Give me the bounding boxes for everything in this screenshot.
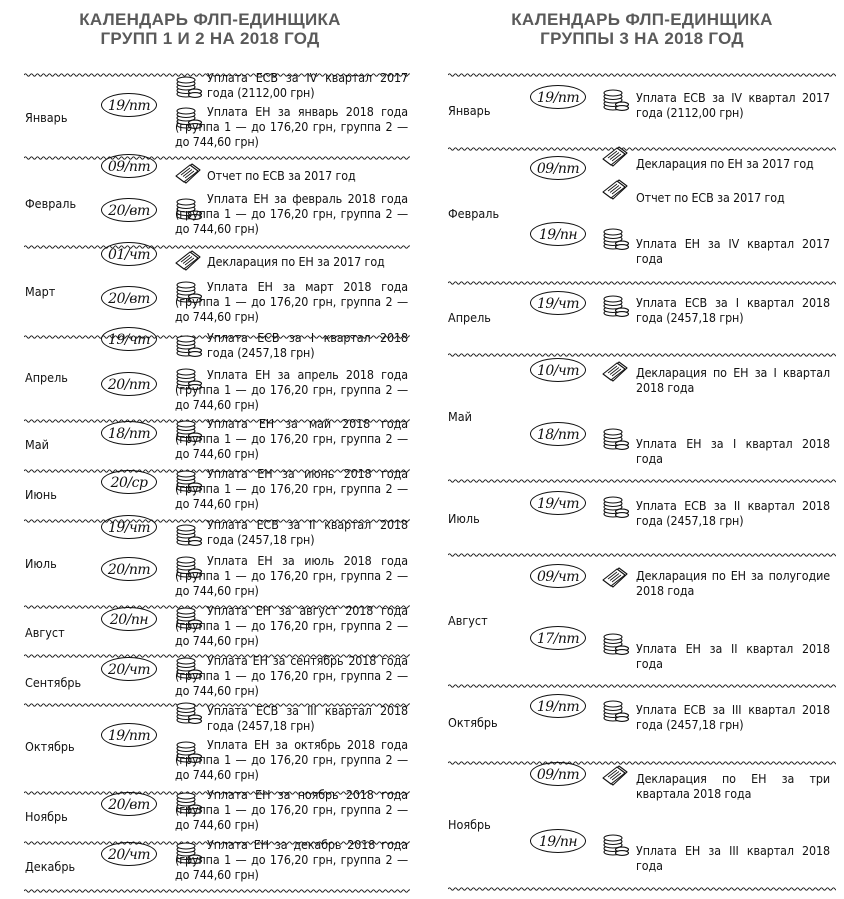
due-date-badge: 09/пт [101,154,157,178]
due-date-badge: 10/чт [530,358,586,382]
payment-entry-text: Уплата ЕН за июль 2018 года (группа 1 — до 176,20 грн, группа 2 — до 744,60 грн) [175,553,408,598]
payment-entry-text: Уплата ЕН за январь 2018 года (группа 1 — до 176,20 грн, группа 2 — до 744,60 грн) [175,104,408,149]
due-date-badge: 17/пт [530,626,586,650]
month-name: Июль [25,556,57,571]
coins-icon [175,523,203,547]
wavy-divider [448,352,836,358]
payment-entry-text: Уплата ЕН за февраль 2018 года (группа 1 — до 176,20 грн, группа 2 — до 744,60 грн) [175,191,408,236]
payment-entry-text: Уплата ЕН за декабрь 2018 года (группа 1 — до 176,20 грн, группа 2 — до 744,60 грн) [175,837,408,882]
payment-entry-text: Уплата ЕСВ за IV квартал 2017 года (2112,00 грн) [636,90,830,120]
coins-icon [602,294,630,318]
due-date-badge: 20/пн [101,607,157,631]
payment-entry-text: Отчет по ЕСВ за 2017 год [636,190,785,205]
payment-entry-text: Уплата ЕСВ за I квартал 2018 года (2457,18 грн) [207,330,408,360]
wavy-divider [448,886,836,892]
payment-entry-text: Уплата ЕН за III квартал 2018 года [636,843,830,873]
due-date-badge: 19/пт [101,93,157,117]
due-date-badge: 18/пт [530,422,586,446]
month-name: Август [448,613,488,628]
left-title-line2: ГРУПП 1 И 2 НА 2018 ГОД [100,29,320,48]
payment-entry-text: Уплата ЕН за IV квартал 2017 года [636,236,830,266]
wavy-divider [24,888,410,894]
payment-entry-text: Уплата ЕН за II квартал 2018 года [636,641,830,671]
payment-entry-text: Декларация по ЕН за полугодие 2018 года [636,568,830,598]
due-date-badge: 19/чт [530,291,586,315]
due-date-badge: 20/вт [101,198,157,222]
payment-entry-text: Уплата ЕН за ноябрь 2018 года (группа 1 — до 176,20 грн, группа 2 — до 744,60 грн) [175,787,408,832]
payment-entry-text: Декларация по ЕН за 2017 год [207,254,385,269]
coins-icon [602,227,630,251]
left-title [0,10,420,48]
payment-entry-text: Уплата ЕСВ за IV квартал 2017 года (2112,00 грн) [207,70,408,100]
coins-icon [175,75,203,99]
wavy-divider [448,760,836,766]
wavy-divider [24,155,410,161]
month-name: Февраль [25,196,77,211]
month-name: Апрель [448,310,491,325]
payment-entry-text: Уплата ЕСВ за II квартал 2018 года (2457,18 грн) [207,517,408,547]
due-date-badge: 20/вт [101,792,157,816]
wavy-divider [448,146,836,152]
month-name: Май [448,409,472,424]
payment-entry-text: Декларация по ЕН за 2017 год [636,156,814,171]
payment-entry-text: Уплата ЕН за октябрь 2018 года (группа 1 — до 176,20 грн, группа 2 — до 744,60 грн) [175,737,408,782]
coins-icon [602,699,630,723]
due-date-badge: 20/чт [101,657,157,681]
payment-entry-text: Уплата ЕН за август 2018 года (группа 1 — до 176,20 грн, группа 2 — до 744,60 грн) [175,603,408,648]
payment-entry-text: Уплата ЕН за май 2018 года (группа 1 — до 176,20 грн, группа 2 — до 744,60 грн) [175,416,408,461]
payment-entry-text: Уплата ЕН за июнь 2018 года (группа 1 — до 176,20 грн, группа 2 — до 744,60 грн) [175,466,408,511]
coins-icon [602,88,630,112]
payment-entry-text: Отчет по ЕСВ за 2017 год [207,168,356,183]
month-name: Ноябрь [448,817,491,832]
month-name: Декабрь [25,859,76,874]
due-date-badge: 20/пт [101,372,157,396]
due-date-badge: 19/чт [101,515,157,539]
due-date-badge: 20/вт [101,286,157,310]
month-name: Май [25,437,49,452]
document-icon [602,763,630,787]
payment-entry-text: Уплата ЕСВ за III квартал 2018 года (2457,18 грн) [636,702,830,732]
due-date-badge: 20/ср [101,470,157,494]
due-date-badge: 20/чт [101,842,157,866]
wavy-divider [24,244,410,250]
document-icon [602,565,630,589]
due-date-badge: 19/пн [530,222,586,246]
wavy-divider [448,280,836,286]
right-title [440,10,844,48]
coins-icon [602,495,630,519]
due-date-badge: 01/чт [101,242,157,266]
due-date-badge: 19/чт [530,491,586,515]
due-date-badge: 19/пт [530,694,586,718]
coins-icon [602,833,630,857]
month-name: Сентябрь [25,675,82,690]
month-name: Октябрь [448,715,498,730]
coins-icon [175,701,203,725]
payment-entry-text: Уплата ЕСВ за III квартал 2018 года (2457,18 грн) [207,703,408,733]
payment-entry-text: Уплата ЕН за сентябрь 2018 года (группа 1 — до 176,20 грн, группа 2 — до 744,60 грн) [175,653,408,698]
due-date-badge: 09/пт [530,762,586,786]
document-icon [175,248,203,272]
month-name: Февраль [448,206,500,221]
month-name: Март [25,284,56,299]
wavy-divider [448,683,836,689]
coins-icon [602,632,630,656]
month-name: Январь [448,103,491,118]
due-date-badge: 19/пн [530,829,586,853]
due-date-badge: 20/пт [101,557,157,581]
document-icon [175,161,203,185]
wavy-divider [448,478,836,484]
payment-entry-text: Уплата ЕН за апрель 2018 года (группа 1 — до 176,20 грн, группа 2 — до 744,60 грн) [175,367,408,412]
month-name: Январь [25,110,68,125]
payment-entry-text: Декларация по ЕН за три квартала 2018 года [636,771,830,801]
month-name: Июль [448,511,480,526]
due-date-badge: 19/чт [101,327,157,351]
month-name: Август [25,625,65,640]
wavy-divider [448,72,836,78]
due-date-badge: 09/пт [530,156,586,180]
month-name: Октябрь [25,739,75,754]
coins-icon [175,334,203,358]
left-title-line1: КАЛЕНДАРЬ ФЛП-ЕДИНЩИКА [79,10,341,29]
due-date-badge: 19/пт [530,85,586,109]
due-date-badge: 09/чт [530,564,586,588]
due-date-badge: 18/пт [101,421,157,445]
document-icon [602,144,630,168]
month-name: Ноябрь [25,809,68,824]
document-icon [602,359,630,383]
month-name: Июнь [25,487,57,502]
due-date-badge: 19/пт [101,723,157,747]
coins-icon [602,427,630,451]
right-title-line1: КАЛЕНДАРЬ ФЛП-ЕДИНЩИКА [511,10,773,29]
month-name: Апрель [25,370,68,385]
payment-entry-text: Декларация по ЕН за I квартал 2018 года [636,365,830,395]
document-icon [602,177,630,201]
payment-entry-text: Уплата ЕН за март 2018 года (группа 1 — до 176,20 грн, группа 2 — до 744,60 грн) [175,279,408,324]
payment-entry-text: Уплата ЕН за I квартал 2018 года [636,436,830,466]
wavy-divider [448,552,836,558]
payment-entry-text: Уплата ЕСВ за II квартал 2018 года (2457,18 грн) [636,498,830,528]
payment-entry-text: Уплата ЕСВ за I квартал 2018 года (2457,18 грн) [636,295,830,325]
right-title-line2: ГРУППЫ 3 НА 2018 ГОД [540,29,744,48]
